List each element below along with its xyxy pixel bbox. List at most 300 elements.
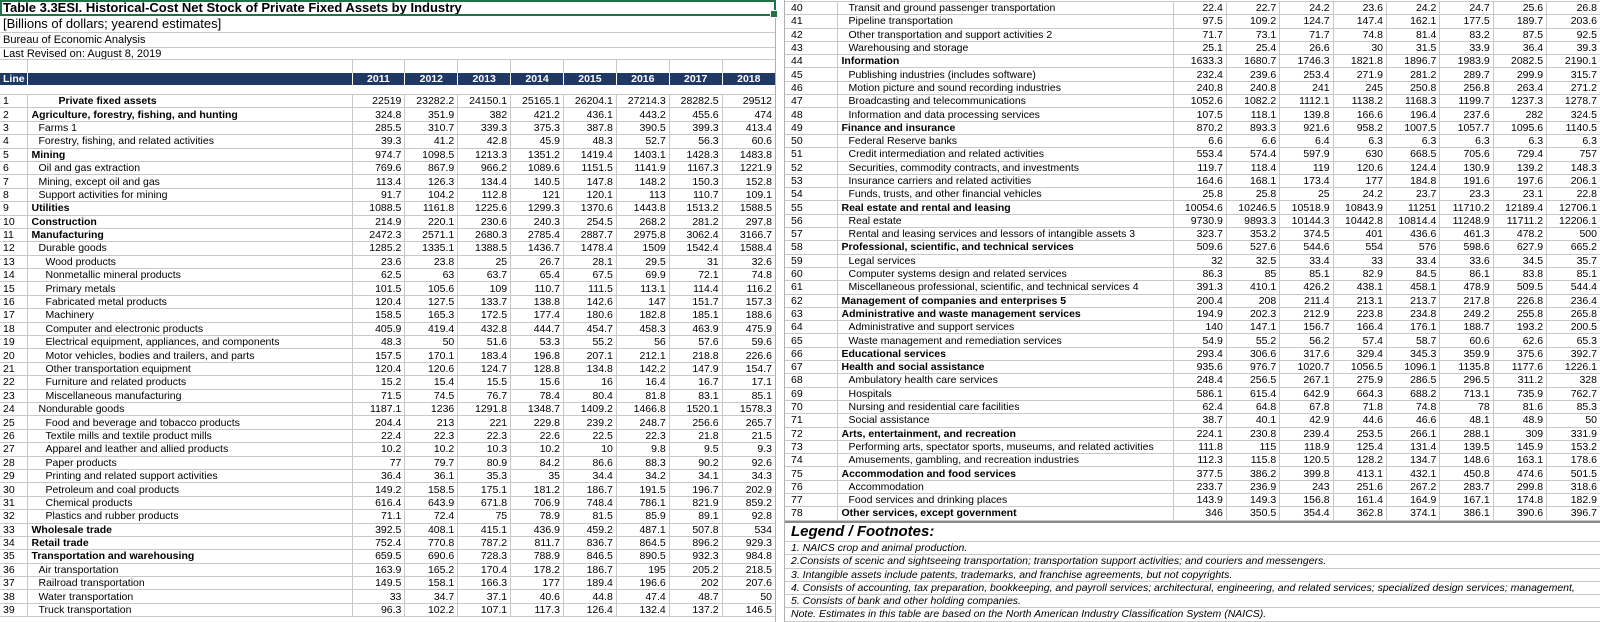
value-cell[interactable]: 1089.6: [511, 161, 564, 174]
value-cell[interactable]: 668.5: [1387, 148, 1440, 161]
industry-label-cell[interactable]: Machinery: [27, 309, 352, 322]
value-cell[interactable]: 1588.5: [722, 202, 775, 215]
value-cell[interactable]: 324.8: [352, 108, 405, 121]
value-cell[interactable]: 157.5: [352, 349, 405, 362]
value-cell[interactable]: 458.3: [616, 322, 669, 335]
value-cell[interactable]: 112.8: [458, 188, 511, 201]
value-cell[interactable]: 140.5: [511, 175, 564, 188]
line-number-cell[interactable]: 23: [0, 389, 27, 402]
value-cell[interactable]: 139.2: [1493, 161, 1546, 174]
industry-label-cell[interactable]: Arts, entertainment, and recreation: [837, 427, 1173, 440]
value-cell[interactable]: 107.1: [458, 603, 511, 616]
value-cell[interactable]: 63.7: [458, 269, 511, 282]
value-cell[interactable]: 74.8: [1387, 400, 1440, 413]
value-cell[interactable]: 444.7: [511, 322, 564, 335]
value-cell[interactable]: 239.2: [564, 416, 617, 429]
industry-label-cell[interactable]: Information: [837, 55, 1173, 68]
value-cell[interactable]: 1680.7: [1226, 55, 1279, 68]
value-cell[interactable]: 84.2: [511, 456, 564, 469]
value-cell[interactable]: 214.9: [352, 215, 405, 228]
value-cell[interactable]: 245: [1333, 81, 1386, 94]
value-cell[interactable]: 6.3: [1387, 134, 1440, 147]
line-number-cell[interactable]: 40: [785, 2, 837, 15]
value-cell[interactable]: 263.4: [1493, 81, 1546, 94]
value-cell[interactable]: 65.3: [1547, 334, 1600, 347]
value-cell[interactable]: 27214.3: [616, 95, 669, 108]
value-cell[interactable]: 172.5: [458, 309, 511, 322]
value-cell[interactable]: 78.9: [511, 510, 564, 523]
value-cell[interactable]: 10518.9: [1280, 201, 1333, 214]
value-cell[interactable]: 113: [616, 188, 669, 201]
line-number-cell[interactable]: 62: [785, 294, 837, 307]
value-cell[interactable]: 42.8: [458, 135, 511, 148]
value-cell[interactable]: 24150.1: [458, 95, 511, 108]
value-cell[interactable]: 85.1: [722, 389, 775, 402]
value-cell[interactable]: 78.4: [511, 389, 564, 402]
value-cell[interactable]: 500: [1547, 228, 1600, 241]
value-cell[interactable]: 126.3: [405, 175, 458, 188]
value-cell[interactable]: 162.1: [1387, 15, 1440, 28]
value-cell[interactable]: 48.9: [1493, 414, 1546, 427]
value-cell[interactable]: 111.8: [1173, 440, 1226, 453]
value-cell[interactable]: 147.4: [1333, 15, 1386, 28]
value-cell[interactable]: 59.6: [722, 336, 775, 349]
value-cell[interactable]: 150.3: [669, 175, 722, 188]
value-cell[interactable]: 56.2: [1280, 334, 1333, 347]
value-cell[interactable]: 377.5: [1173, 467, 1226, 480]
value-cell[interactable]: 255.8: [1493, 307, 1546, 320]
value-cell[interactable]: 177: [511, 577, 564, 590]
line-number-cell[interactable]: 73: [785, 440, 837, 453]
value-cell[interactable]: 9.3: [722, 443, 775, 456]
table-title[interactable]: Table 3.3ESI. Historical-Cost Net Stock of Private Fixed Assets by Industry: [3, 0, 462, 15]
value-cell[interactable]: 74.8: [1333, 28, 1386, 41]
industry-label-cell[interactable]: Social assistance: [837, 414, 1173, 427]
value-cell[interactable]: 788.9: [511, 550, 564, 563]
industry-label-cell[interactable]: Water transportation: [27, 590, 352, 603]
value-cell[interactable]: 2571.1: [405, 228, 458, 241]
value-cell[interactable]: 48.1: [1440, 414, 1493, 427]
value-cell[interactable]: 134.8: [564, 362, 617, 375]
value-cell[interactable]: 271.9: [1333, 68, 1386, 81]
value-cell[interactable]: 34.3: [722, 469, 775, 482]
industry-label-cell[interactable]: Mining, except oil and gas: [27, 175, 352, 188]
value-cell[interactable]: 76.7: [458, 389, 511, 402]
value-cell[interactable]: 189.7: [1493, 15, 1546, 28]
line-number-cell[interactable]: 2: [0, 108, 27, 121]
industry-label-cell[interactable]: Food services and drinking places: [837, 493, 1173, 506]
value-cell[interactable]: 15.4: [405, 376, 458, 389]
value-cell[interactable]: 65.4: [511, 269, 564, 282]
value-cell[interactable]: 976.7: [1226, 361, 1279, 374]
value-cell[interactable]: 149.5: [352, 577, 405, 590]
value-cell[interactable]: 223.8: [1333, 307, 1386, 320]
value-cell[interactable]: 1520.1: [669, 402, 722, 415]
value-cell[interactable]: 1483.8: [722, 148, 775, 161]
value-cell[interactable]: 544.6: [1280, 241, 1333, 254]
value-cell[interactable]: 250.8: [1387, 81, 1440, 94]
empty-cell[interactable]: [616, 85, 669, 95]
industry-label-cell[interactable]: Chemical products: [27, 496, 352, 509]
value-cell[interactable]: 202.3: [1226, 307, 1279, 320]
value-cell[interactable]: 120.1: [564, 188, 617, 201]
value-cell[interactable]: 56: [616, 336, 669, 349]
empty-cell[interactable]: [405, 85, 458, 95]
value-cell[interactable]: 16: [564, 376, 617, 389]
value-cell[interactable]: 1746.3: [1280, 55, 1333, 68]
line-number-cell[interactable]: 4: [0, 135, 27, 148]
value-cell[interactable]: 71.7: [1280, 28, 1333, 41]
value-cell[interactable]: 234.8: [1387, 307, 1440, 320]
value-cell[interactable]: 92.6: [722, 456, 775, 469]
empty-cell[interactable]: [352, 85, 405, 95]
value-cell[interactable]: 134.4: [458, 175, 511, 188]
value-cell[interactable]: 109.1: [722, 188, 775, 201]
value-cell[interactable]: 1082.2: [1226, 95, 1279, 108]
value-cell[interactable]: 126.4: [564, 603, 617, 616]
value-cell[interactable]: 180.6: [564, 309, 617, 322]
value-cell[interactable]: 890.5: [616, 550, 669, 563]
value-cell[interactable]: 6.3: [1547, 134, 1600, 147]
value-cell[interactable]: 119: [1280, 161, 1333, 174]
value-cell[interactable]: 213.1: [1333, 294, 1386, 307]
value-cell[interactable]: 328: [1547, 374, 1600, 387]
value-cell[interactable]: 248.7: [616, 416, 669, 429]
line-number-cell[interactable]: 13: [0, 255, 27, 268]
value-cell[interactable]: 196.4: [1387, 108, 1440, 121]
value-cell[interactable]: 182.8: [616, 309, 669, 322]
value-cell[interactable]: 281.2: [669, 215, 722, 228]
line-number-cell[interactable]: 74: [785, 454, 837, 467]
value-cell[interactable]: 121: [511, 188, 564, 201]
line-number-cell[interactable]: 15: [0, 282, 27, 295]
value-cell[interactable]: 24.7: [1440, 2, 1493, 15]
value-cell[interactable]: 71.7: [1173, 28, 1226, 41]
value-cell[interactable]: 194.9: [1173, 307, 1226, 320]
value-cell[interactable]: 1578.3: [722, 402, 775, 415]
line-number-cell[interactable]: 22: [0, 376, 27, 389]
value-cell[interactable]: 1443.8: [616, 202, 669, 215]
line-number-cell[interactable]: 58: [785, 241, 837, 254]
value-cell[interactable]: 17.1: [722, 376, 775, 389]
value-cell[interactable]: 164.6: [1173, 174, 1226, 187]
year-column-header[interactable]: 2015: [564, 73, 617, 85]
value-cell[interactable]: 217.8: [1440, 294, 1493, 307]
value-cell[interactable]: 167.1: [1440, 493, 1493, 506]
value-cell[interactable]: 120.6: [1333, 161, 1386, 174]
value-cell[interactable]: 125.4: [1333, 440, 1386, 453]
value-cell[interactable]: 509.6: [1173, 241, 1226, 254]
line-number-cell[interactable]: 48: [785, 108, 837, 121]
industry-label-cell[interactable]: Electrical equipment, appliances, and components: [27, 336, 352, 349]
industry-label-cell[interactable]: Nursing and residential care facilities: [837, 400, 1173, 413]
value-cell[interactable]: 213.7: [1387, 294, 1440, 307]
value-cell[interactable]: 474.6: [1493, 467, 1546, 480]
line-column-header[interactable]: Line: [0, 73, 27, 85]
value-cell[interactable]: 254.5: [564, 215, 617, 228]
value-cell[interactable]: 138.8: [511, 295, 564, 308]
value-cell[interactable]: 24.2: [1333, 188, 1386, 201]
value-cell[interactable]: 74.8: [722, 269, 775, 282]
value-cell[interactable]: 146.5: [722, 603, 775, 616]
value-cell[interactable]: 25.4: [1226, 41, 1279, 54]
value-cell[interactable]: 323.7: [1173, 228, 1226, 241]
value-cell[interactable]: 166.4: [1333, 321, 1386, 334]
industry-label-cell[interactable]: Private fixed assets: [27, 95, 352, 108]
value-cell[interactable]: 374.1: [1387, 507, 1440, 520]
line-number-cell[interactable]: 26: [0, 429, 27, 442]
value-cell[interactable]: 182.9: [1547, 493, 1600, 506]
value-cell[interactable]: 748.4: [564, 496, 617, 509]
value-cell[interactable]: 158.5: [405, 483, 458, 496]
industry-label-cell[interactable]: Administrative and waste management services: [837, 307, 1173, 320]
value-cell[interactable]: 45.9: [511, 135, 564, 148]
value-cell[interactable]: 1088.5: [352, 202, 405, 215]
value-cell[interactable]: 212.1: [616, 349, 669, 362]
value-cell[interactable]: 867.9: [405, 161, 458, 174]
industry-label-cell[interactable]: Truck transportation: [27, 603, 352, 616]
value-cell[interactable]: 1052.6: [1173, 95, 1226, 108]
value-cell[interactable]: 165.2: [405, 563, 458, 576]
value-cell[interactable]: 124.7: [458, 362, 511, 375]
value-cell[interactable]: 311.2: [1493, 374, 1546, 387]
value-cell[interactable]: 1428.3: [669, 148, 722, 161]
value-cell[interactable]: 48.3: [352, 336, 405, 349]
value-cell[interactable]: 163.1: [1493, 454, 1546, 467]
value-cell[interactable]: 22.3: [458, 429, 511, 442]
value-cell[interactable]: 921.6: [1280, 121, 1333, 134]
value-cell[interactable]: 35: [511, 469, 564, 482]
value-cell[interactable]: 25.8: [1173, 188, 1226, 201]
value-cell[interactable]: 241: [1280, 81, 1333, 94]
value-cell[interactable]: 181.2: [511, 483, 564, 496]
industry-label-cell[interactable]: Railroad transportation: [27, 577, 352, 590]
value-cell[interactable]: 120.4: [352, 295, 405, 308]
value-cell[interactable]: 81.5: [564, 510, 617, 523]
value-cell[interactable]: 34.7: [405, 590, 458, 603]
empty-cell[interactable]: [458, 85, 511, 95]
value-cell[interactable]: 166.6: [1333, 108, 1386, 121]
value-cell[interactable]: 114.4: [669, 282, 722, 295]
value-cell[interactable]: 22.3: [616, 429, 669, 442]
value-cell[interactable]: 787.2: [458, 536, 511, 549]
value-cell[interactable]: 1466.8: [616, 402, 669, 415]
value-cell[interactable]: 116.2: [722, 282, 775, 295]
value-cell[interactable]: 627.9: [1493, 241, 1546, 254]
value-cell[interactable]: 35.3: [458, 469, 511, 482]
value-cell[interactable]: 12206.1: [1547, 214, 1600, 227]
value-cell[interactable]: 174.8: [1493, 493, 1546, 506]
value-cell[interactable]: 78: [1440, 400, 1493, 413]
value-cell[interactable]: 120.4: [352, 362, 405, 375]
line-number-cell[interactable]: 70: [785, 400, 837, 413]
value-cell[interactable]: 6.3: [1493, 134, 1546, 147]
value-cell[interactable]: 25.8: [1226, 188, 1279, 201]
value-cell[interactable]: 26.7: [511, 255, 564, 268]
line-number-cell[interactable]: 61: [785, 281, 837, 294]
value-cell[interactable]: 11711.2: [1493, 214, 1546, 227]
value-cell[interactable]: 133.7: [458, 295, 511, 308]
value-cell[interactable]: 34.1: [669, 469, 722, 482]
industry-label-cell[interactable]: Miscellaneous professional, scientific, and technical services 4: [837, 281, 1173, 294]
value-cell[interactable]: 1138.2: [1333, 95, 1386, 108]
value-cell[interactable]: 211.4: [1280, 294, 1333, 307]
line-number-cell[interactable]: 39: [0, 603, 27, 616]
value-cell[interactable]: 1237.3: [1493, 95, 1546, 108]
line-number-cell[interactable]: 59: [785, 254, 837, 267]
value-cell[interactable]: 62.5: [352, 269, 405, 282]
industry-label-cell[interactable]: Hospitals: [837, 387, 1173, 400]
footnote[interactable]: 4. Consists of accounting, tax preparation, bookkeeping, and payroll services; architectural, engineering, and related services; specialized design services; management,: [785, 582, 1600, 595]
value-cell[interactable]: 2975.8: [616, 228, 669, 241]
value-cell[interactable]: 289.7: [1440, 68, 1493, 81]
value-cell[interactable]: 131.4: [1387, 440, 1440, 453]
value-cell[interactable]: 1409.2: [564, 402, 617, 415]
line-number-cell[interactable]: 66: [785, 347, 837, 360]
industry-label-cell[interactable]: Petroleum and coal products: [27, 483, 352, 496]
value-cell[interactable]: 25165.1: [511, 95, 564, 108]
value-cell[interactable]: 1348.7: [511, 402, 564, 415]
line-number-cell[interactable]: 54: [785, 188, 837, 201]
value-cell[interactable]: 10.2: [405, 443, 458, 456]
value-cell[interactable]: 84.5: [1387, 267, 1440, 280]
line-number-cell[interactable]: 27: [0, 443, 27, 456]
value-cell[interactable]: 896.2: [669, 536, 722, 549]
value-cell[interactable]: 297.8: [722, 215, 775, 228]
value-cell[interactable]: 82.9: [1333, 267, 1386, 280]
value-cell[interactable]: 39.3: [352, 135, 405, 148]
table-subtitle[interactable]: [Billions of dollars; yearend estimates]: [0, 16, 775, 33]
value-cell[interactable]: 85: [1226, 267, 1279, 280]
value-cell[interactable]: 85.1: [1547, 267, 1600, 280]
value-cell[interactable]: 6.6: [1226, 134, 1279, 147]
value-cell[interactable]: 22.5: [564, 429, 617, 442]
value-cell[interactable]: 240.8: [1173, 81, 1226, 94]
line-number-cell[interactable]: 50: [785, 134, 837, 147]
value-cell[interactable]: 128.2: [1333, 454, 1386, 467]
value-cell[interactable]: 6.4: [1280, 134, 1333, 147]
value-cell[interactable]: 85.1: [1280, 267, 1333, 280]
empty-cell[interactable]: [616, 60, 669, 73]
empty-cell[interactable]: [511, 60, 564, 73]
value-cell[interactable]: 864.5: [616, 536, 669, 549]
value-cell[interactable]: 149.2: [352, 483, 405, 496]
value-cell[interactable]: 30: [1333, 41, 1386, 54]
value-cell[interactable]: 48.7: [669, 590, 722, 603]
value-cell[interactable]: 1168.3: [1387, 95, 1440, 108]
value-cell[interactable]: 115.8: [1226, 454, 1279, 467]
value-cell[interactable]: 92.8: [722, 510, 775, 523]
line-number-cell[interactable]: 24: [0, 402, 27, 415]
value-cell[interactable]: 36.4: [1493, 41, 1546, 54]
value-cell[interactable]: 10144.3: [1280, 214, 1333, 227]
value-cell[interactable]: 10: [564, 443, 617, 456]
value-cell[interactable]: 9730.9: [1173, 214, 1226, 227]
empty-cell[interactable]: [0, 85, 27, 95]
value-cell[interactable]: 124.7: [1280, 15, 1333, 28]
value-cell[interactable]: 324.5: [1547, 108, 1600, 121]
line-number-cell[interactable]: 77: [785, 493, 837, 506]
value-cell[interactable]: 1351.2: [511, 148, 564, 161]
value-cell[interactable]: 22.6: [511, 429, 564, 442]
industry-column-header[interactable]: [27, 73, 352, 85]
value-cell[interactable]: 25: [1280, 188, 1333, 201]
value-cell[interactable]: 248.4: [1173, 374, 1226, 387]
value-cell[interactable]: 1588.4: [722, 242, 775, 255]
industry-label-cell[interactable]: Insurance carriers and related activities: [837, 174, 1173, 187]
value-cell[interactable]: 230.8: [1226, 427, 1279, 440]
value-cell[interactable]: 6.3: [1440, 134, 1493, 147]
value-cell[interactable]: 275.9: [1333, 374, 1386, 387]
value-cell[interactable]: 40.6: [511, 590, 564, 603]
value-cell[interactable]: 118.1: [1226, 108, 1279, 121]
value-cell[interactable]: 1335.1: [405, 242, 458, 255]
value-cell[interactable]: 226.8: [1493, 294, 1546, 307]
industry-label-cell[interactable]: Finance and insurance: [837, 121, 1173, 134]
value-cell[interactable]: 10442.8: [1333, 214, 1386, 227]
value-cell[interactable]: 399.3: [669, 121, 722, 134]
value-cell[interactable]: 786.1: [616, 496, 669, 509]
value-cell[interactable]: 97.5: [1173, 15, 1226, 28]
value-cell[interactable]: 15.6: [511, 376, 564, 389]
industry-label-cell[interactable]: Other services, except government: [837, 507, 1173, 520]
value-cell[interactable]: 154.7: [722, 362, 775, 375]
value-cell[interactable]: 1983.9: [1440, 55, 1493, 68]
value-cell[interactable]: 127.5: [405, 295, 458, 308]
value-cell[interactable]: 200.4: [1173, 294, 1226, 307]
value-cell[interactable]: 32.5: [1226, 254, 1279, 267]
value-cell[interactable]: 507.8: [669, 523, 722, 536]
industry-label-cell[interactable]: Plastics and rubber products: [27, 510, 352, 523]
value-cell[interactable]: 1509: [616, 242, 669, 255]
value-cell[interactable]: 1095.6: [1493, 121, 1546, 134]
line-number-cell[interactable]: 64: [785, 321, 837, 334]
value-cell[interactable]: 31: [669, 255, 722, 268]
value-cell[interactable]: 16.4: [616, 376, 669, 389]
industry-label-cell[interactable]: Textile mills and textile product mills: [27, 429, 352, 442]
value-cell[interactable]: 113.4: [352, 175, 405, 188]
value-cell[interactable]: 10.3: [458, 443, 511, 456]
value-cell[interactable]: 33.4: [1387, 254, 1440, 267]
line-number-cell[interactable]: 31: [0, 496, 27, 509]
value-cell[interactable]: 37.1: [458, 590, 511, 603]
industry-label-cell[interactable]: Oil and gas extraction: [27, 161, 352, 174]
value-cell[interactable]: 53.3: [511, 336, 564, 349]
value-cell[interactable]: 932.3: [669, 550, 722, 563]
line-number-cell[interactable]: 28: [0, 456, 27, 469]
value-cell[interactable]: 202.9: [722, 483, 775, 496]
value-cell[interactable]: 396.7: [1547, 507, 1600, 520]
industry-label-cell[interactable]: Computer and electronic products: [27, 322, 352, 335]
value-cell[interactable]: 265.7: [722, 416, 775, 429]
value-cell[interactable]: 16.7: [669, 376, 722, 389]
value-cell[interactable]: 1135.8: [1440, 361, 1493, 374]
value-cell[interactable]: 256.5: [1226, 374, 1279, 387]
footnote[interactable]: 5. Consists of bank and other holding companies.: [785, 595, 1600, 608]
value-cell[interactable]: 1896.7: [1387, 55, 1440, 68]
value-cell[interactable]: 73.1: [1226, 28, 1279, 41]
value-cell[interactable]: 44.6: [1333, 414, 1386, 427]
value-cell[interactable]: 81.4: [1387, 28, 1440, 41]
value-cell[interactable]: 1225.6: [458, 202, 511, 215]
line-number-cell[interactable]: 18: [0, 322, 27, 335]
revision-date-label[interactable]: Last Revised on: August 8, 2019: [0, 48, 775, 60]
value-cell[interactable]: 1007.5: [1387, 121, 1440, 134]
industry-label-cell[interactable]: Information and data processing services: [837, 108, 1173, 121]
value-cell[interactable]: 15.5: [458, 376, 511, 389]
industry-label-cell[interactable]: Other transportation and support activities 2: [837, 28, 1173, 41]
value-cell[interactable]: 183.4: [458, 349, 511, 362]
